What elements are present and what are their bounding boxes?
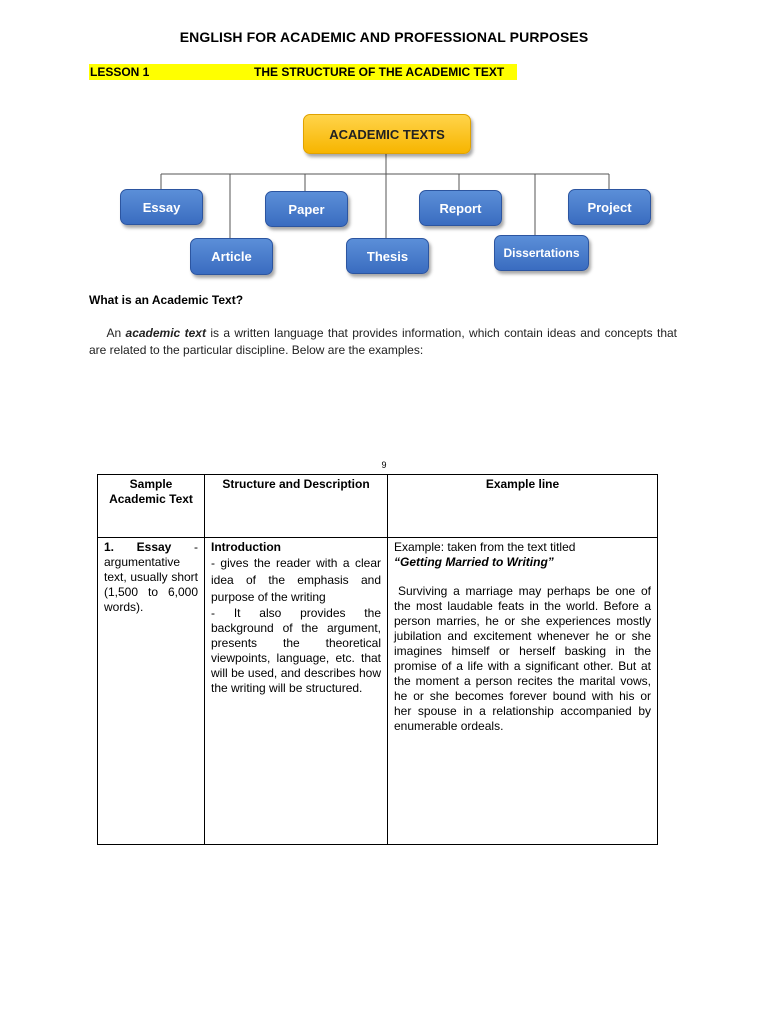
diagram-node-paper: Paper	[265, 191, 348, 227]
cell-example	[388, 538, 658, 845]
document-title: ENGLISH FOR ACADEMIC AND PROFESSIONAL PURPOSES	[179, 29, 589, 45]
header-sample: Sample Academic Text	[98, 475, 205, 538]
header-structure: Structure and Description	[205, 475, 388, 538]
sample-name: 1. Essay	[104, 540, 172, 554]
sample-description: - argumentative text, usually short (1,500 to 6,000 words).	[104, 540, 198, 614]
example-text: Surviving a marriage may perhaps be one of the most laudable feats in the world. Before a person marries, he or she experiences mostly jubilation and excitement whenever he or she imagines himself or herself basking in the promise of a life with a significant other. But at the moment a person recites the marital vows, he or she becomes forever bound with his or her spouse in a relationship accompanied by enumerable ordeals.	[394, 584, 651, 733]
academic-text-table	[97, 474, 658, 845]
lesson-highlight-bar	[89, 64, 517, 80]
diagram-node-dissertations: Dissertations	[494, 235, 589, 271]
table-header-row	[98, 475, 658, 538]
para-lead: An	[106, 326, 126, 340]
para-rest: is a written language that provides information, which contain ideas and concepts that are related to the particular discipline. Below are the examples:	[89, 326, 677, 357]
intro-paragraph	[89, 325, 677, 359]
diagram-node-article: Article	[190, 238, 273, 275]
section-heading: What is an Academic Text?	[89, 293, 244, 307]
lesson-title: THE STRUCTURE OF THE ACADEMIC TEXT	[254, 65, 505, 79]
header-example: Example line	[388, 475, 658, 538]
table-row	[98, 538, 658, 845]
structure-point-2: - It also provides the background of the argument, presents the theoretical viewpoints, language, etc. that will be used, and describes how the writing will be structured.	[211, 606, 381, 695]
cell-sample	[98, 538, 205, 845]
example-title: “Getting Married to Writing”	[394, 555, 554, 569]
cell-structure	[205, 538, 388, 845]
diagram-node-thesis: Thesis	[346, 238, 429, 274]
para-term: academic text	[125, 326, 206, 340]
diagram-node-essay: Essay	[120, 189, 203, 225]
page-number: 9	[381, 460, 387, 470]
diagram-node-project: Project	[568, 189, 651, 225]
diagram-node-report: Report	[419, 190, 502, 226]
example-intro: Example: taken from the text titled	[394, 540, 576, 554]
diagram-root-academic-texts: ACADEMIC TEXTS	[303, 114, 471, 154]
structure-point-1: - gives the reader with a clear idea of the emphasis and purpose of the writing	[211, 556, 381, 604]
lesson-number: LESSON 1	[90, 65, 150, 79]
structure-heading: Introduction	[211, 540, 281, 554]
